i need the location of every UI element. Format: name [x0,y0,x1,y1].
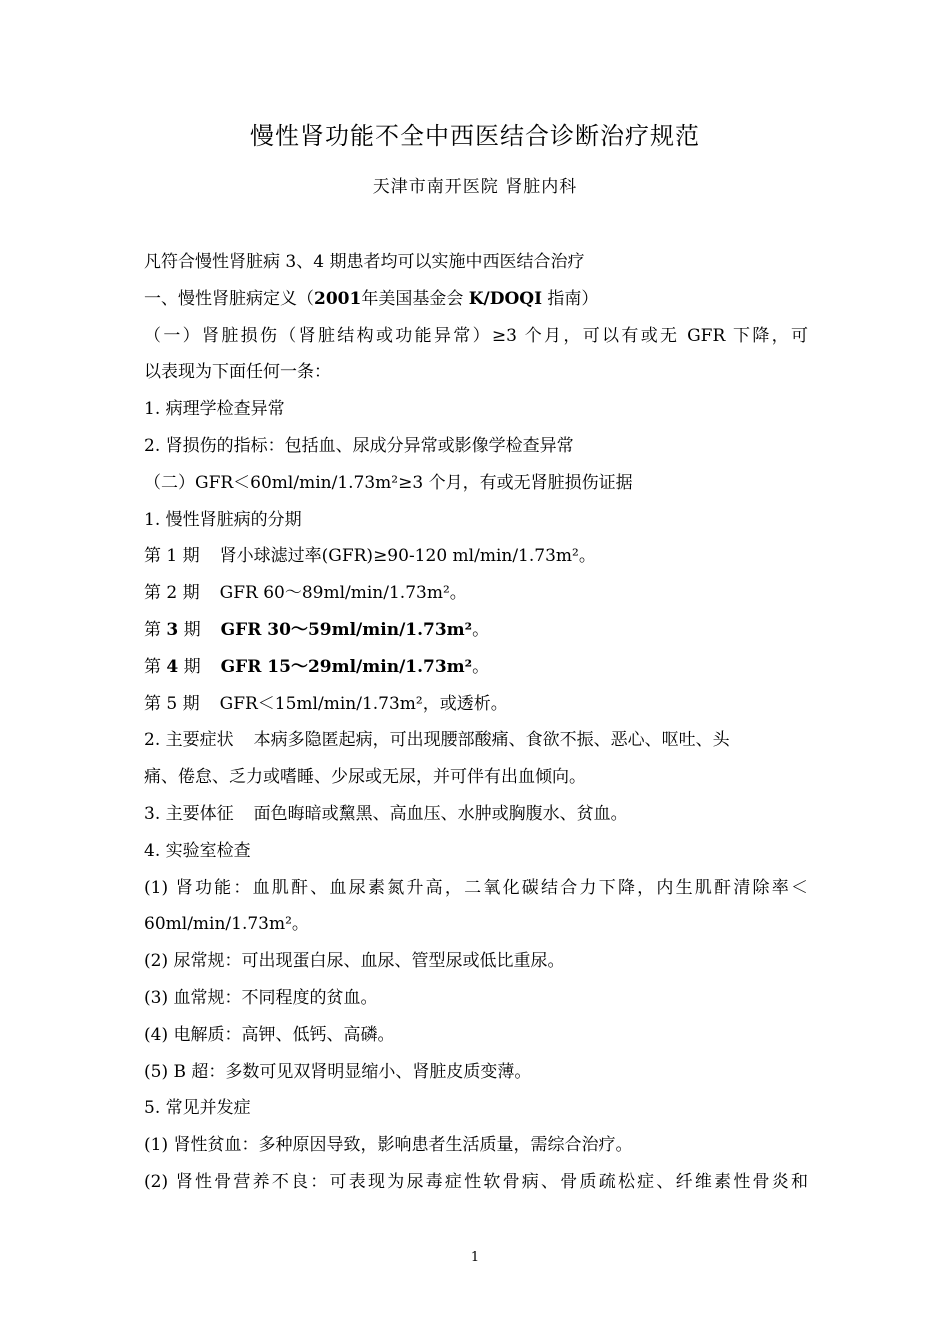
text-line: 3. 主要体征 面色晦暗或黧黑、高血压、水肿或胸腹水、贫血。 [144,803,628,824]
text-line: (2) 尿常规：可出现蛋白尿、血尿、管型尿或低比重尿。 [144,951,565,972]
stage-line: 第 4 期 GFR 15～29ml/min/1.73m²。 [144,656,490,677]
document-body [144,244,808,1201]
text-line: (2) 肾性骨营养不良：可表现为尿毒症性软骨病、骨质疏松症、纤维素性骨炎和 [144,1171,808,1192]
page-number: 1 [470,1250,480,1265]
text-line: (1) 肾性贫血：多种原因导致，影响患者生活质量，需综合治疗。 [144,1135,633,1156]
stage-line: 第 3 期 GFR 30～59ml/min/1.73m²。 [144,619,490,640]
stage-line: 第 2 期 GFR 60～89ml/min/1.73m²。 [144,583,467,604]
text-line: 60ml/min/1.73m²。 [144,914,309,935]
stage-line: 第 5 期 GFR＜15ml/min/1.73m²，或透析。 [144,693,508,714]
text-line: (5) B 超：多数可见双肾明显缩小、肾脏皮质变薄。 [144,1061,532,1082]
text-line: 2. 肾损伤的指标：包括血、尿成分异常或影像学检查异常 [144,435,574,456]
text-line: （二）GFR＜60ml/min/1.73m²≥3 个月，有或无肾脏损伤证据 [144,472,633,493]
text-line: 2. 主要症状 本病多隐匿起病，可出现腰部酸痛、食欲不振、恶心、呕吐、头 [144,730,730,751]
text-line: 痛、倦怠、乏力或嗜睡、少尿或无尿，并可伴有出血倾向。 [144,767,586,788]
text-line: （一）肾脏损伤（肾脏结构或功能异常）≥3 个月，可以有或无 GFR 下降，可 [144,325,808,346]
document-title: 慢性肾功能不全中西医结合诊断治疗规范 [250,122,700,150]
text-line: (4) 电解质：高钾、低钙、高磷。 [144,1024,395,1045]
stage-line: 第 1 期 肾小球滤过率(GFR)≥90-120 ml/min/1.73m²。 [144,546,596,567]
document-subtitle: 天津市南开医院 肾脏内科 [372,177,578,197]
text-line: 5. 常见并发症 [144,1098,251,1119]
text-line: 一、慢性肾脏病定义（2001年美国基金会 K/DOQI 指南） [144,288,599,309]
text-line: (3) 血常规：不同程度的贫血。 [144,987,378,1008]
text-line: 1. 慢性肾脏病的分期 [144,509,302,530]
text-line: 凡符合慢性肾脏病 3、4 期患者均可以实施中西医结合治疗 [144,252,585,272]
text-line: 4. 实验室检查 [144,840,251,861]
text-line: 以表现为下面任何一条： [144,362,331,383]
text-line: (1) 肾功能：血肌酐、血尿素氮升高，二氧化碳结合力下降，内生肌酐清除率＜ [144,877,808,898]
text-line: 1. 病理学检查异常 [144,399,285,420]
